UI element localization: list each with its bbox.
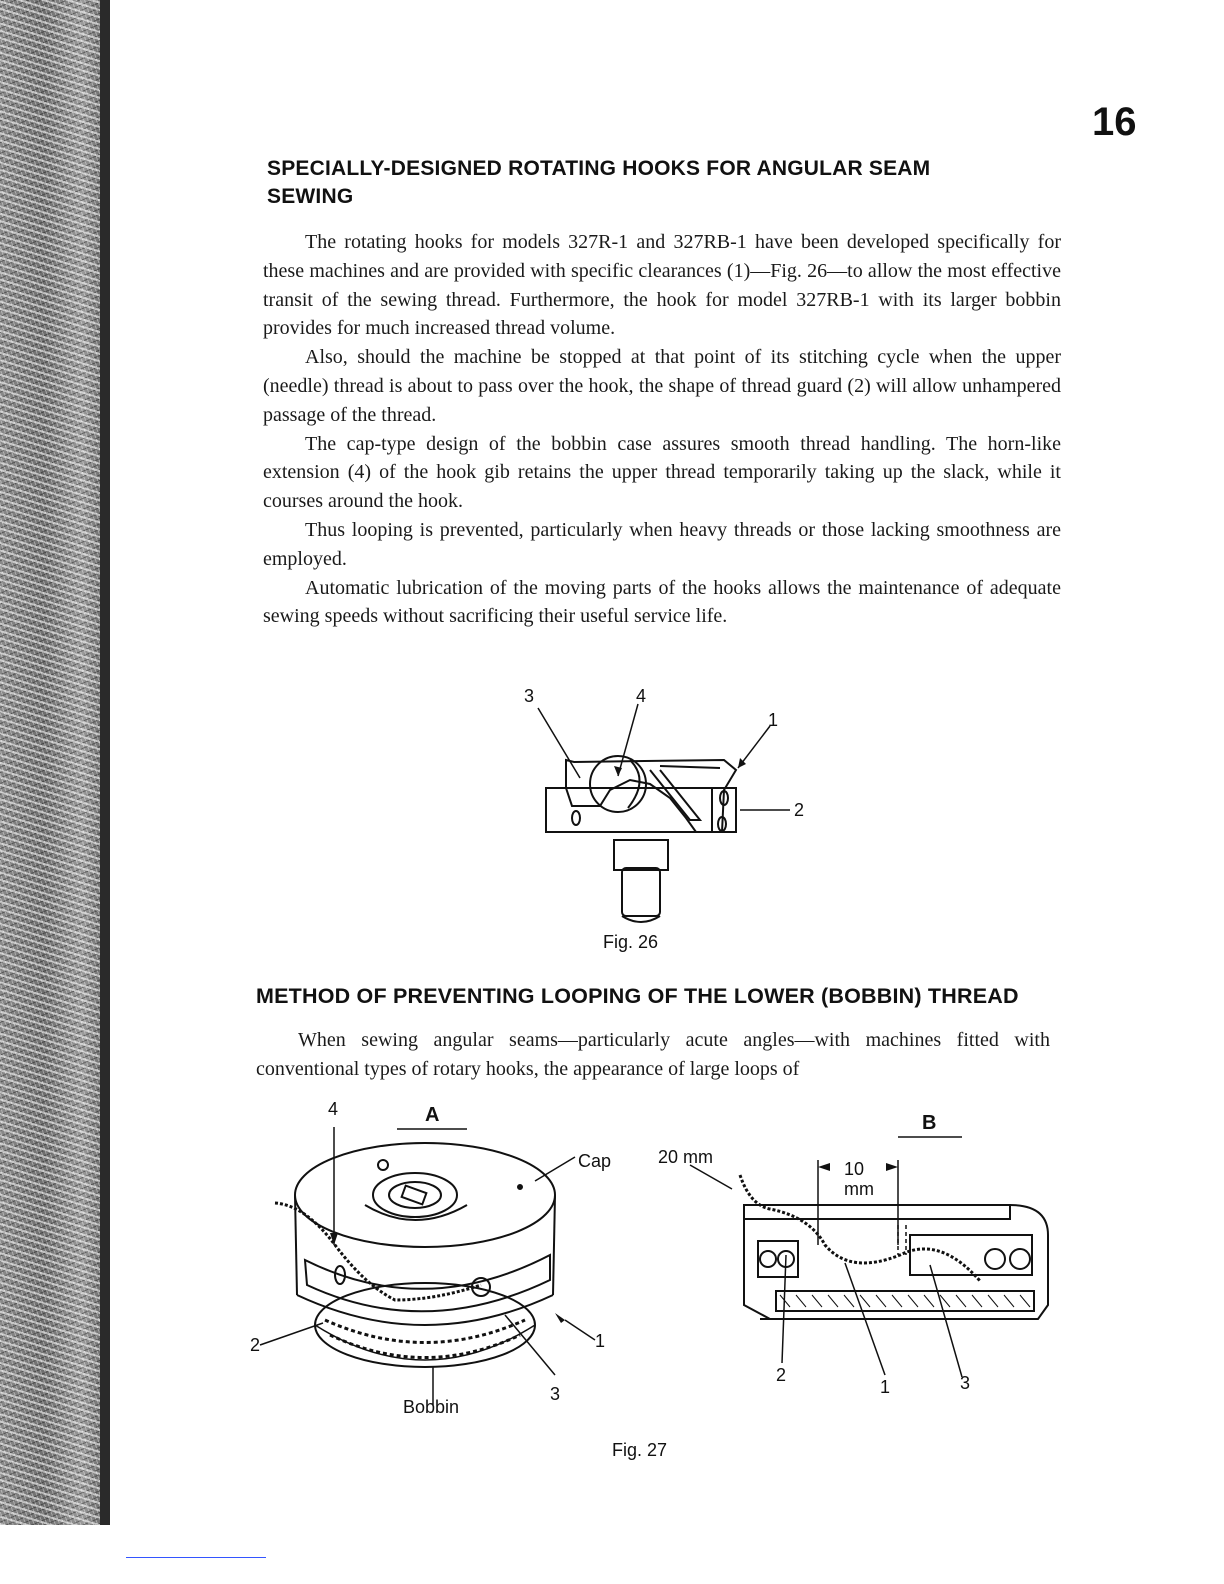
paragraph: The rotating hooks for models 327R-1 and 327RB-1 have been developed specifically for these machines and are provided with specific clearances (1)—Fig. 26—to allow the most effective transit of the sewing thread. Furthermore, the hook for model 327RB-1 with its larger bobbin provides for much increased thread volume. <box>263 231 1061 340</box>
fig27-panel-a-bobbin-case-illustration <box>245 1095 630 1425</box>
fig27-b-label-3: 3 <box>960 1373 971 1393</box>
fig27-caption: Fig. 27 <box>612 1440 668 1460</box>
fig27-a-label-bobbin: Bobbin <box>403 1397 460 1417</box>
fig27-a-label-4: 4 <box>328 1099 339 1119</box>
fig26-label-3: 3 <box>524 686 535 706</box>
fig27-a-label-1: 1 <box>595 1331 606 1351</box>
section-heading-rotating-hooks: SPECIALLY-DESIGNED ROTATING HOOKS FOR ANGULAR SEAM SEWING <box>267 157 931 208</box>
bottom-rule <box>126 1557 266 1558</box>
fig27-panel-b-title: B <box>922 1112 937 1134</box>
fig27-b-label-10: 10 <box>844 1159 865 1179</box>
fig26-label-4: 4 <box>636 686 647 706</box>
fig27-b-label-2: 2 <box>776 1365 787 1385</box>
spine-edge <box>100 0 110 1525</box>
paragraph: Automatic lubrication of the moving parts of the hooks allows the maintenance of adequate sewing speeds without sacrificing their useful service life. <box>263 576 1061 628</box>
fig27-b-label-mm: mm <box>844 1179 874 1199</box>
fig26-caption: Fig. 26 <box>603 932 659 952</box>
paragraph: When sewing angular seams—particularly acute angles—with machines fitted with conventional types of rotary hooks, the appearance of large loops of <box>256 1029 1050 1080</box>
fig27-a-label-3: 3 <box>550 1384 561 1404</box>
fig27-b-label-20mm: 20 mm <box>658 1147 714 1167</box>
fig27-panel-a-title: A <box>425 1104 440 1126</box>
fig26-label-1: 1 <box>768 710 779 730</box>
paragraph: The cap-type design of the bobbin case assures smooth thread handling. The horn-like extension (4) of the hook gib retains the upper thread temporarily taking up the slack, while it courses around the hook. <box>263 432 1061 513</box>
fig26-rotating-hook-illustration <box>510 680 820 925</box>
paragraph: Thus looping is prevented, particularly when heavy threads or those lacking smoothness are employed. <box>263 518 1061 570</box>
fig27-a-label-2: 2 <box>250 1335 261 1355</box>
scanned-book-spine <box>0 0 110 1525</box>
fig26-label-2: 2 <box>794 800 805 820</box>
paragraph: Also, should the machine be stopped at that point of its stitching cycle when the upper (needle) thread is about to pass over the hook, the shape of thread guard (2) will allow unhampered passage of the thread. <box>263 346 1061 426</box>
fig27-b-label-1: 1 <box>880 1377 891 1395</box>
page-number: 16 <box>1092 100 1137 144</box>
section-heading-preventing-looping: METHOD OF PREVENTING LOOPING OF THE LOWER (BOBBIN) THREAD <box>256 984 1019 1008</box>
fig27-panel-b-hook-section-illustration <box>640 1105 1050 1395</box>
fig27-a-label-cap: Cap <box>578 1151 612 1171</box>
section-body-rotating-hooks <box>263 228 1061 631</box>
section-body-preventing-looping <box>256 1026 1050 1084</box>
